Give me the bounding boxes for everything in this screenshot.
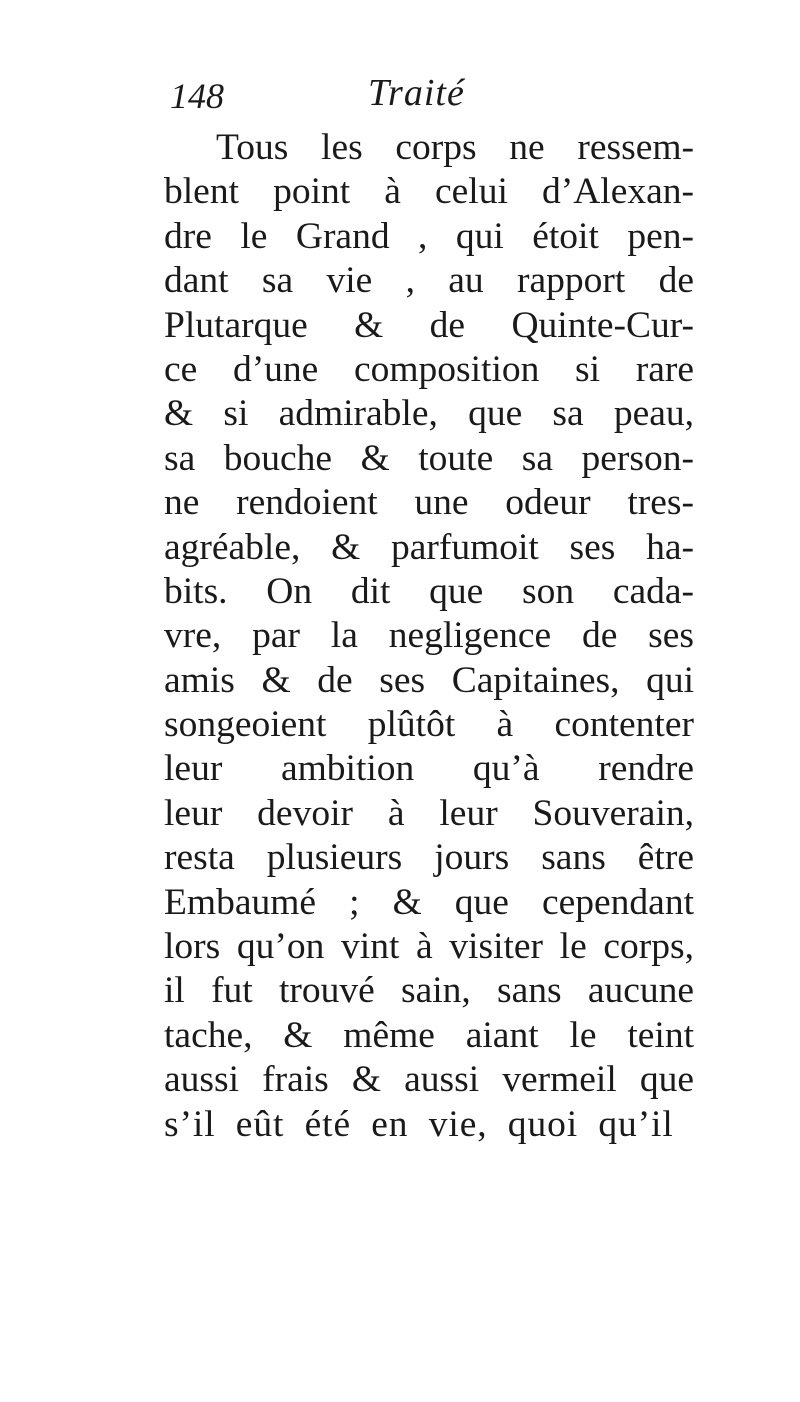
text-line: vre, par la negligence de ses bbox=[164, 615, 694, 657]
running-title: Traité bbox=[368, 72, 465, 114]
text-line: blent point à celui d’Alexan- bbox=[164, 171, 694, 213]
text-line: dant sa vie , au rapport de bbox=[164, 260, 694, 302]
body-text bbox=[164, 126, 694, 1147]
text-line: resta plusieurs jours sans être bbox=[164, 837, 694, 879]
text-line: ne rendoient une odeur tres- bbox=[164, 482, 694, 524]
text-line: & si admirable, que sa peau, bbox=[164, 393, 694, 435]
text-line: Plutarque & de Quinte-Cur- bbox=[164, 304, 694, 346]
text-line: songeoient plûtôt à contenter bbox=[164, 704, 694, 746]
page-number: 148 bbox=[170, 76, 224, 116]
text-line: bits. On dit que son cada- bbox=[164, 570, 694, 612]
text-line: s’il eût été en vie, quoi qu’il bbox=[164, 1103, 674, 1145]
text-line: lors qu’on vint à visiter le corps, bbox=[164, 926, 694, 968]
text-line: Tous les corps ne ressem- bbox=[216, 127, 694, 168]
text-line: leur devoir à leur Souverain, bbox=[164, 792, 694, 834]
text-line: aussi frais & aussi vermeil que bbox=[164, 1059, 694, 1101]
text-line: leur ambition qu’à rendre bbox=[164, 748, 694, 790]
text-line: sa bouche & toute sa person- bbox=[164, 437, 694, 479]
text-line: amis & de ses Capitaines, qui bbox=[164, 659, 694, 701]
text-line: ce d’une composition si rare bbox=[164, 348, 694, 390]
text-line: il fut trouvé sain, sans aucune bbox=[164, 970, 694, 1012]
text-line: tache, & même aiant le teint bbox=[164, 1014, 694, 1056]
text-line: Embaumé ; & que cependant bbox=[164, 881, 694, 923]
text-line: agréable, & parfumoit ses ha- bbox=[164, 526, 694, 568]
text-line: dre le Grand , qui étoit pen- bbox=[164, 215, 694, 257]
